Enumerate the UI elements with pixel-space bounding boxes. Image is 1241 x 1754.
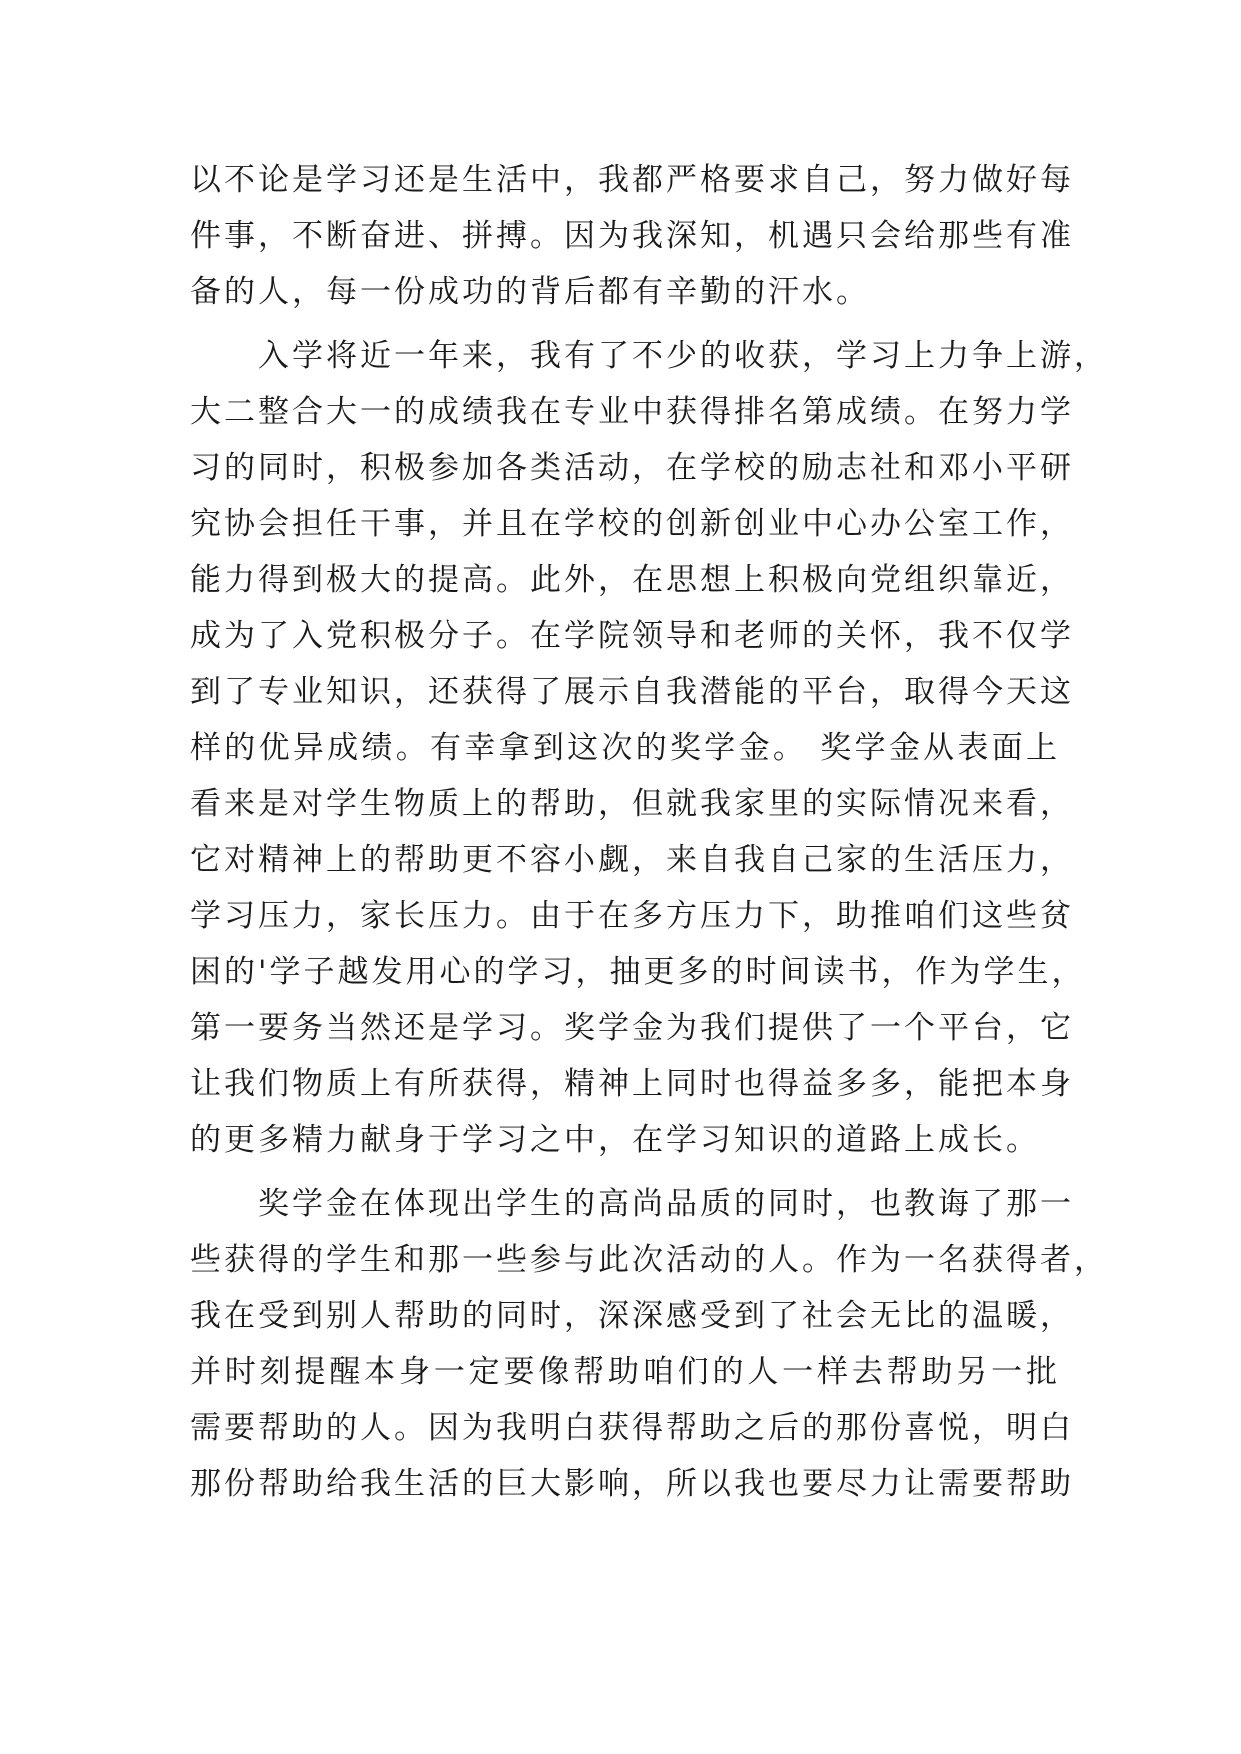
- text-line: 大二整合大一的成绩我在专业中获得排名第成绩。在努力学: [190, 394, 1074, 430]
- text-line: 需要帮助的人。因为我明白获得帮助之后的那份喜悦，明白: [190, 1410, 1074, 1446]
- text-line: 困的'学子越发用心的学习，抽更多的时间读书，作为学生，: [190, 954, 1086, 990]
- text-line: 样的优异成绩。有幸拿到这次的奖学金。 奖学金从表面上: [190, 730, 1060, 766]
- text-line: 习的同时，积极参加各类活动，在学校的励志社和邓小平研: [190, 450, 1074, 486]
- text-line: 入学将近一年来，我有了不少的收获，学习上力争上游，: [190, 338, 1108, 374]
- text-line: 到了专业知识，还获得了展示自我潜能的平台，取得今天这: [190, 674, 1074, 710]
- text-line: 能力得到极大的提高。此外，在思想上积极向党组织靠近，: [190, 562, 1074, 598]
- text-line: 以不论是学习还是生活中，我都严格要求自己，努力做好每: [190, 162, 1074, 198]
- text-line: 让我们物质上有所获得，精神上同时也得益多多，能把本身: [190, 1066, 1074, 1102]
- text-line: 些获得的学生和那一些参与此次活动的人。作为一名获得者，: [190, 1242, 1108, 1278]
- text-line: 学习压力，家长压力。由于在多方压力下，助推咱们这些贫: [190, 898, 1074, 934]
- text-line: 备的人，每一份成功的背后都有辛勤的汗水。: [190, 274, 870, 310]
- paragraph-1: [190, 152, 1074, 320]
- text-line: 的更多精力献身于学习之中，在学习知识的道路上成长。: [190, 1122, 1040, 1158]
- text-line: 件事，不断奋进、拼搏。因为我深知，机遇只会给那些有准: [190, 218, 1074, 254]
- text-line: 并时刻提醒本身一定要像帮助咱们的人一样去帮助另一批: [190, 1354, 1060, 1390]
- text-line: 那份帮助给我生活的巨大影响，所以我也要尽力让需要帮助: [190, 1466, 1074, 1502]
- text-line: 成为了入党积极分子。在学院领导和老师的关怀，我不仅学: [190, 618, 1074, 654]
- text-line: 奖学金在体现出学生的高尚品质的同时，也教诲了那一: [190, 1186, 1074, 1222]
- text-line: 它对精神上的帮助更不容小觑，来自我自己家的生活压力，: [190, 842, 1074, 878]
- text-line: 看来是对学生物质上的帮助，但就我家里的实际情况来看，: [190, 786, 1074, 822]
- paragraph-3: [190, 1176, 1108, 1512]
- paragraph-2: [190, 328, 1108, 1168]
- text-line: 究协会担任干事，并且在学校的创新创业中心办公室工作，: [190, 506, 1074, 542]
- document-body: [190, 152, 1108, 1512]
- text-line: 我在受到别人帮助的同时，深深感受到了社会无比的温暖，: [190, 1298, 1074, 1334]
- text-line: 第一要务当然还是学习。奖学金为我们提供了一个平台，它: [190, 1010, 1074, 1046]
